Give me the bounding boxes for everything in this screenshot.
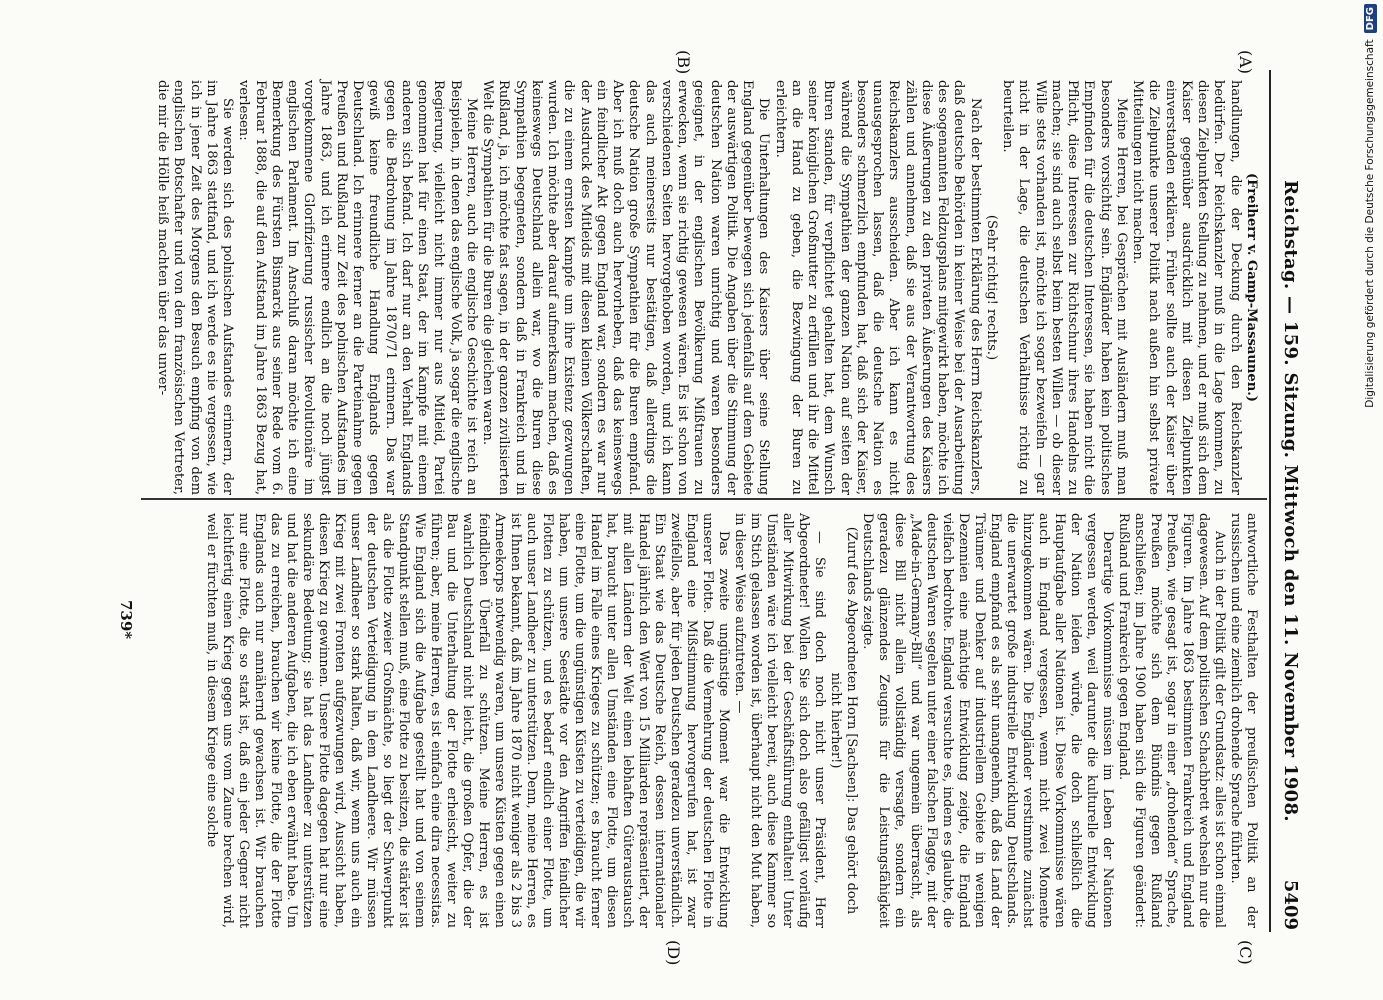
margin-mark-b: (B) [674, 50, 693, 75]
paragraph: handlungen, die der Deckung durch den Reichskanzler bedürfen. Der Reichskanzler muß in die Lage kommen, zu diesen Zielpunkten Stellung zu nehmen, und er muß sich dem Kaiser gegenüber ausdrücklich mit diesen Zielpunkten einverstanden erklären. Früher sollte auch der Kaiser über die Zielpunkte unserer Politik nach außen hin selbst private Mitteilungen nicht machen. [1130, 80, 1243, 495]
speaker-line: (Freiherr v. Gamp-Massaunen.) [1244, 172, 1259, 403]
left-column [154, 80, 1259, 495]
page-signature: 739* [117, 600, 135, 640]
digitization-credit [1359, 4, 1381, 996]
margin-mark-c: (C) [1236, 940, 1255, 965]
quotation: Sie werden sich des polnischen Aufstandes erinnern, der im Jahre 1863 stattfand, und ich werde es nie vergessen, wie ich in jener Zeit des Morgens den Besuch empfing von dem englischen Botschafter und von dem französischen Vertreter, die mir die Hölle heiß machten über das unver- [155, 80, 236, 495]
interjection: (Sehr richtig! rechts.) [984, 214, 999, 361]
credit-text: Digitalisierung gefördert durch die Deutsche Forschungsgemeinschaft [1364, 39, 1376, 408]
column-divider [141, 498, 1267, 500]
header-rule [1269, 70, 1271, 932]
page-header [1275, 72, 1305, 930]
paragraph: Auch in der Politik gilt der Grundsatz: alles ist schon einmal dagewesen. Auf dem politischen Schachbrett wechseln nur die Figuren. Im Jahre 1863 bestimmten Frankreich und England Preußen, wie gesagt ist, sogar in einer „drohenden“ Sprache, Preußen möchte sich dem Bündnis gegen Rußland anschließen; im Jahre 1900 haben sich die Figuren geändert: Rußland und Frankreich gegen England. [1116, 513, 1227, 928]
margin-mark-a: (A) [1236, 50, 1255, 75]
page-number: 5409 [1280, 879, 1301, 930]
paragraph: Die Unterhaltungen des Kaisers über seine Stellung England gegenüber bewegen sich jedenfalls auf dem Gebiete der auswärtigen Politik. Die Angaben über die Stimmung der deutschen Nation waren unrichtig und waren besonders geeignet, in der englischen Bevölkerung Mißtrauen zu erwecken, wenn sie richtig gewesen wären. Es ist schon von verschiedenen Seiten hervorgehoben worden, und ich kann das auch meinerseits nur bestätigen, daß allerdings die deutsche Nation große Sympathien für die Buren empfand. Aber ich muß doch auch hervorheben, daß das keineswegs ein feindlicher Akt gegen England war, sondern es war nur der Ausdruck des Mitleids mit diesen kleinen Völkerschaften, die zu einem ernsten Kampfe um ihre Existenz gezwungen wurden. Ich möchte aber darauf aufmerksam machen, daß es keineswegs Deutschland allein war, wo die Buren diese Sympathien begegneten, sondern daß in Frankreich und in Rußland, ja, ich möchte fast sagen, in der ganzen zivilisierten Welt die Sympathien für die Buren die gleichen waren. [480, 80, 772, 495]
right-column [203, 513, 1259, 928]
paragraph: — Sie sind doch noch nicht unser Präsident, Herr Abgeordneter! Wollen Sie sich doch also gefälligst vorläufig aller Mitwirkung bei der Geschäftsführung enthalten! Unter Umständen wäre ich vielleicht bereit, auch diese Kammer so im Stich gelassen worden ist, überhaupt nicht den Mut haben, in dieser Weise aufzutreten. — [732, 513, 827, 928]
paragraph: Derartige Vorkommnisse müssen im Leben der Nationen vergessen werden, weil darunter die kulturelle Entwicklung der Nation leiden würde, die doch schließlich die Hauptaufgabe aller Nationen ist. Diese Vorkommnisse wären auch in England vergessen, wenn nicht zwei Momente hinzugekommen wären. Die Engländer verstimmte zunächst die unerwartet große industrielle Entwicklung Deutschlands. England empfand es als sehr unangenehm, daß das Land der Träumer und Denker auf industriellem Gebiete in wenigen Dezennien eine mächtige Entwicklung zeigte, die England vielfach bedrohte. England versuchte es, indem es glaubte, die deutschen Waren segelten unter einer falschen Flagge, mit der „Made-in-Germany-Bill“ und war ungemein überrascht, als diese Bill nicht allein vollständig versagte, sondern ein geradezu glänzendes Zeugnis für die Leistungsfähigkeit Deutschlands zeigte. [860, 513, 1115, 928]
header-title: Reichstag. — 159. Sitzung. Mittwoch den 11. November 1908. [1280, 180, 1301, 822]
paragraph: Meine Herren, auch die englische Geschichte ist reich an Beispielen, in denen das englische Volk, ja sogar die englische Regierung, vielleicht nicht immer nur aus Mitleid, Partei genommen hat für einen Staat, der im Kampfe mit einem anderen sich befand. Ich darf nur an den Verhalt Englands gegen die Bedrohung im Jahre 1870/71 erinnern. Das war gewiß keine freundliche Handlung Englands gegen Deutschland. Ich erinnere ferner an die Parteinahme gegen Preußen und Rußland zur Zeit des polnischen Aufstandes im Jahre 1863, und ich erinnere endlich an die noch jüngst vorgekommene Glorifizierung russischer Revolutionäre im englischen Parlament. Im Anschluß daran möchte ich eine Bemerkung des Fürsten Bismarck aus seiner Rede vom 6. Februar 1888, die auf den Aufstand im Jahre 1863 Bezug hat, verlesen: [236, 80, 479, 495]
dfg-logo-icon: DFG [1364, 4, 1377, 33]
paragraph: Meine Herren, bei Gesprächen mit Ausländern muß man besonders vorsichtig sein. Engländer haben kein politisches Empfinden für die deutschen Interessen, sie haben nicht die Pflicht, diese Interessen zur Richtschnur ihres Handelns zu machen; sie sind auch selbst beim besten Willen — ob dieser Wille stets vorhanden ist, möchte ich sogar bezweifeln — gar nicht in der Lage, die deutschen Verhältnisse richtig zu beurteilen. [1000, 80, 1129, 495]
interjection: (Zuruf des Abgeordneten Horn [Sachsen]: Das gehört doch nicht hierher!) [828, 526, 859, 915]
paragraph: antwortliche Festhalten der preußischen Politik an der russischen und eine ziemlich drohende Sprache führten. [1228, 513, 1259, 928]
margin-mark-d: (D) [664, 940, 683, 966]
paragraph: Nach der bestimmten Erklärung des Herrn Reichskanzlers, daß deutsche Behörden in keiner Weise bei der Ausarbeitung des sogenannten Feldzugsplans mitgewirkt haben, möchte ich diese Äußerungen zu den privaten Äußerungen des Kaisers zählen und annehmen, daß sie aus der Verantwortung des Reichskanzlers ausscheiden. Aber ich kann es nicht unausgesprochen lassen, daß die deutsche Nation es besonders schmerzlich empfunden hat, daß sich der Kaiser, während die Sympathien der ganzen Nation auf seiten der Buren standen, für verpflichtet gehalten hat, dem Wunsch seiner königlichen Großmutter zu erfüllen und ihr die Mittel an die Hand zu geben, die Bezwingung der Buren zu erleichtern. [772, 80, 983, 495]
paragraph: Das zweite ungünstige Moment war die Entwicklung unserer Flotte. Daß die Vermehrung der deutschen Flotte in England eine Mißstimmung hervorgerufen hat, ist zwar zweifellos, aber für jeden Deutschen geradezu unverständlich. Ein Staat wie das Deutsche Reich, dessen internationaler Handel jährlich den Wert von 15 Milliarden repräsentiert, der mit allen Ländern der Welt einen lebhaften Güteraustausch hat, braucht unter allen Umständen eine Flotte, um diesen Handel im Falle eines Krieges zu schützen; es braucht ferner eine Flotte, um die ungünstigen Küsten zu verteidigen, die wir haben, um unsere Seestädte vor den Angriffen feindlicher Flotten zu schützen, und es bedarf endlich einer Flotte, um auch unser Landheer zu unterstützen. Denn, meine Herren, es ist Ihnen bekannt, daß im Jahre 1870 nicht weniger als 2 bis 3 Armeekorps notwendig waren, um unsere Küsten gegen einen feindlichen Überfall zu schützen. Meine Herren, es ist wahrlich Deutschland nicht leicht, die großen Opfer, die der Bau und die Unterhaltung der Flotte erheischt, weiter zu führen; aber, meine Herren, es ist einfach eine dira necessitas. Wie England sich die Aufgabe gestellt hat und von seinem Standpunkt stellen muß, eine Flotte zu besitzen, die stärker ist als die Flotte zweier Großmächte, so liegt der Schwerpunkt der deutschen Verteidigung in dem Landheere. Wir müssen unser Landheer so stark halten, daß wir, wenn uns auch ein Krieg mit zwei Fronten aufgezwungen wird, Aussicht haben, diesen Krieg zu gewinnen. Unsere Flotte dagegen hat nur eine sekundäre Bedeutung; sie hat das Landheer zu unterstützen und hat die anderen Aufgaben, die ich eben erwähnt habe. Um das zu erreichen, brauchen wir keine Flotte, die der Flotte Englands auch nur annähernd gewachsen ist. Wir brauchen nur eine Flotte, die so stark ist, daß ein jeder Gegner nicht leichtfertig einen Krieg gegen uns vom Zaune brechen wird, weil er fürchten muß, in diesem Kriege eine solche [204, 513, 731, 928]
